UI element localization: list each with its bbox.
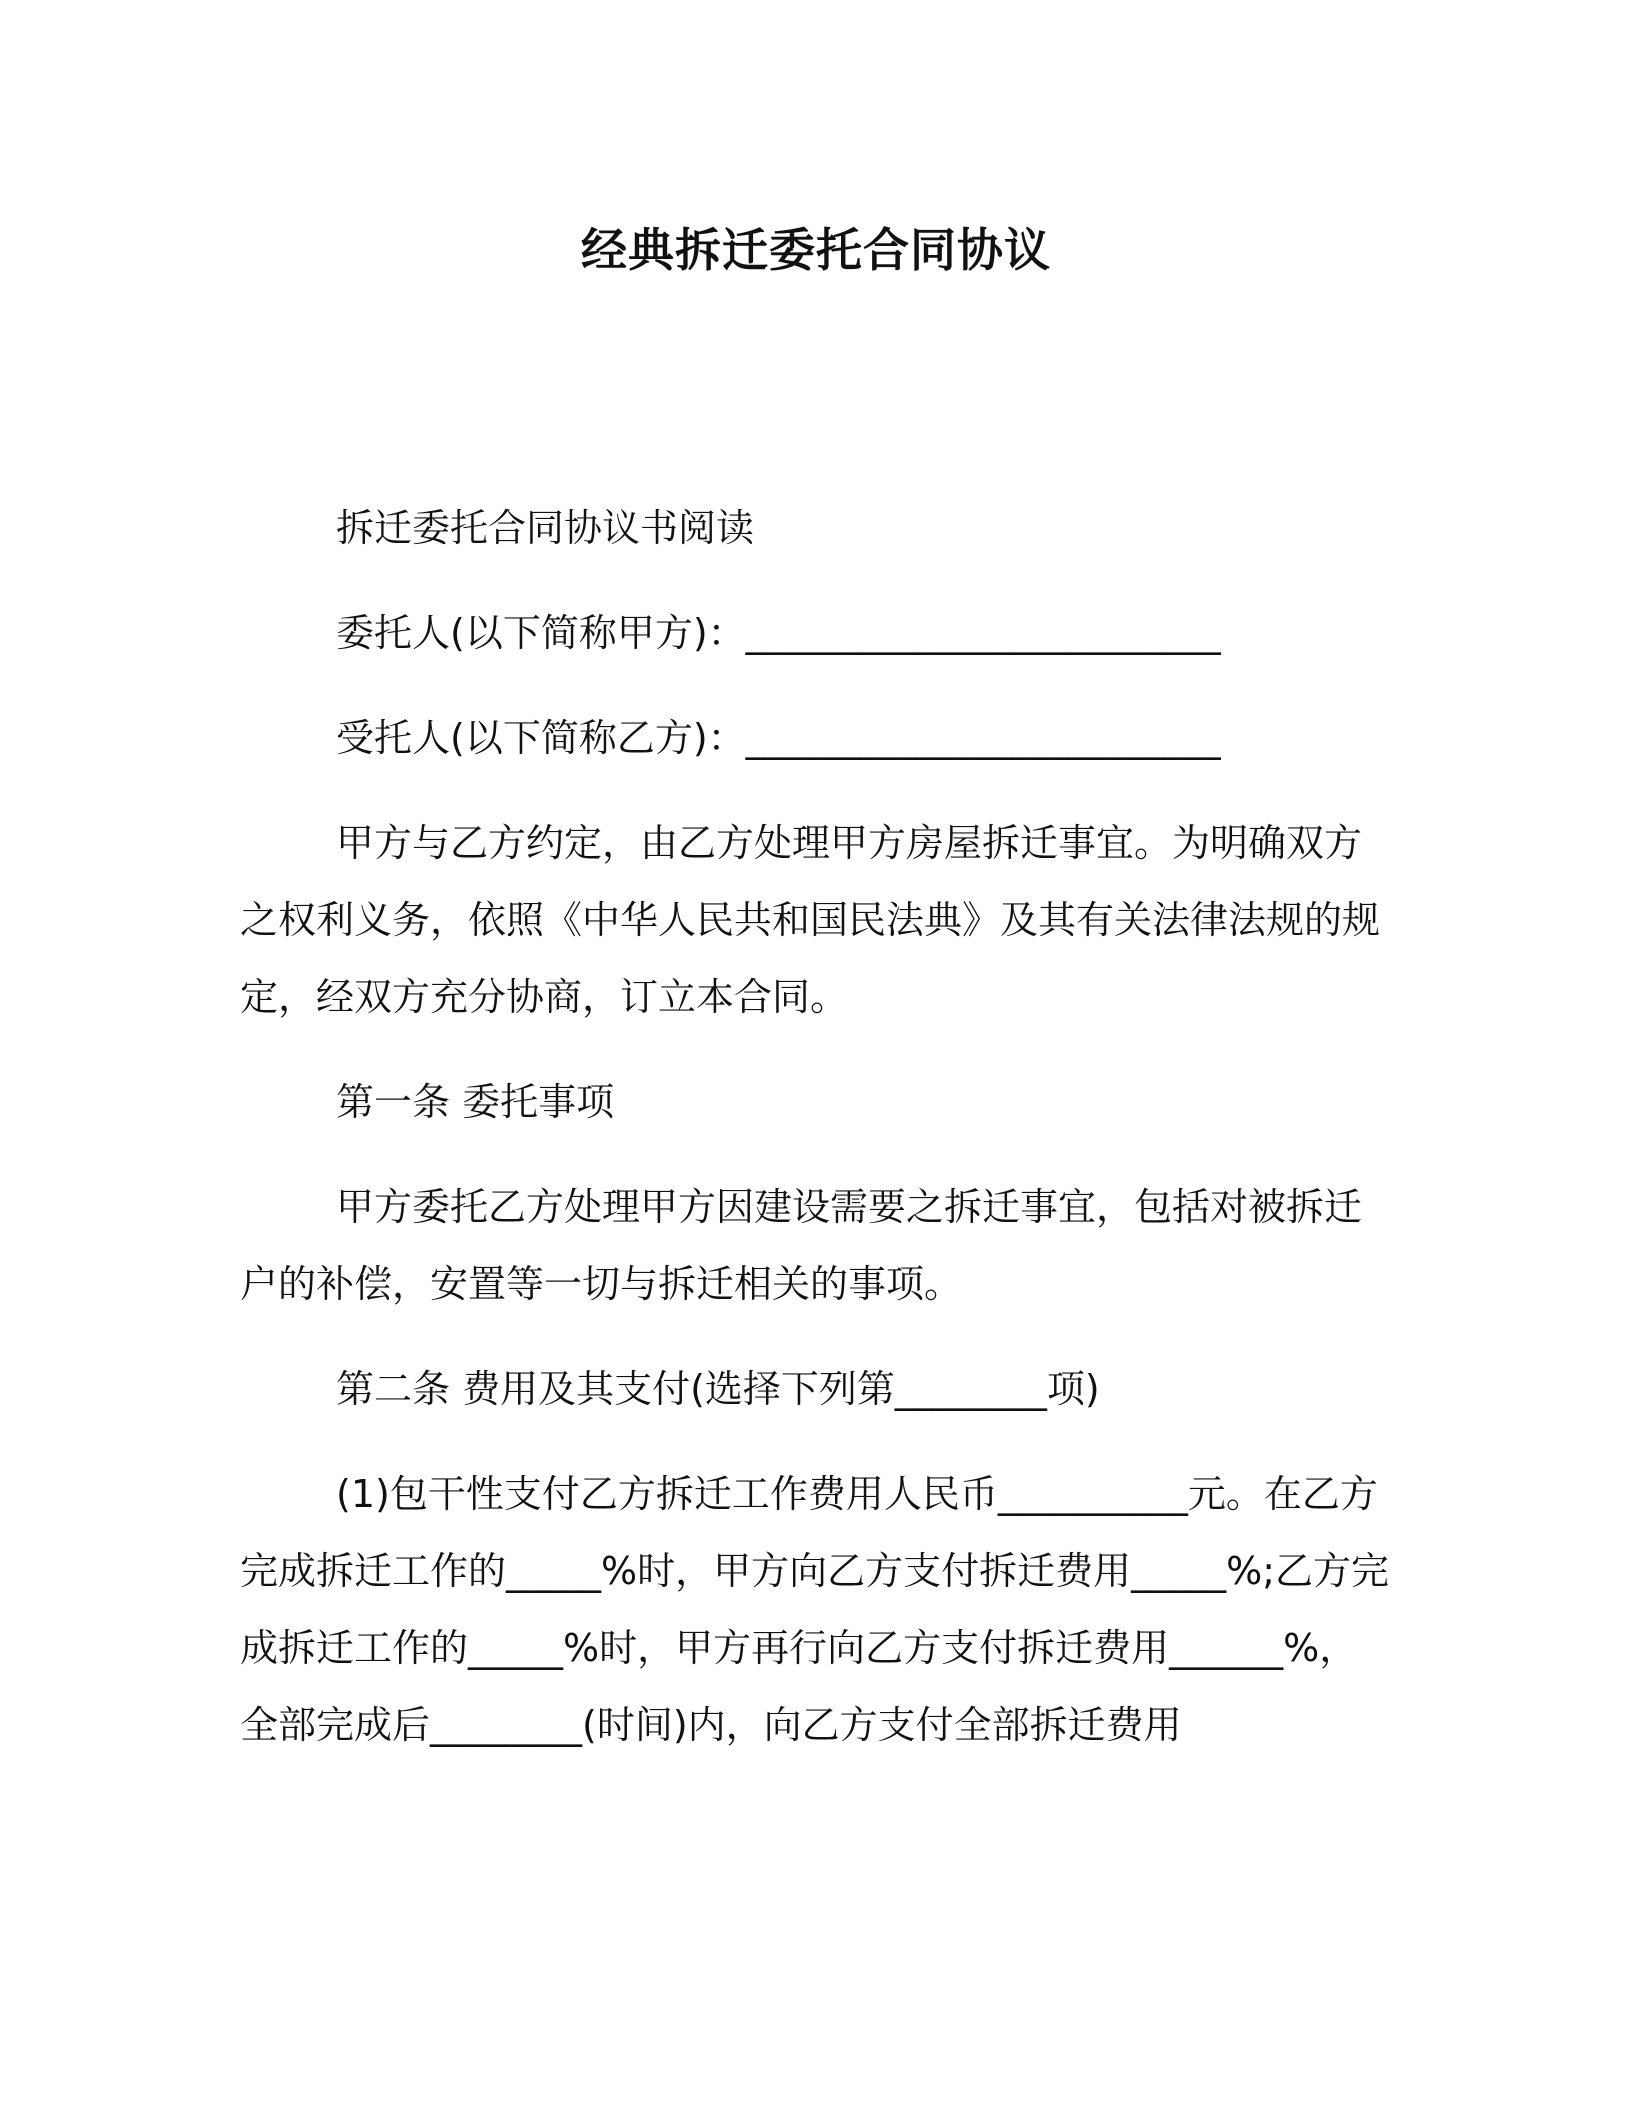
article-2-heading: 第二条 费用及其支付(选择下列第________项)	[336, 1367, 1100, 1411]
document-title: 经典拆迁委托合同协议	[581, 223, 1051, 277]
article-1-heading: 第一条 委托事项	[336, 1080, 615, 1124]
article-2-item-1: (1)包干性支付乙方拆迁工作费用人民币__________元。在乙方完成拆迁工作的_____%时，甲方向乙方支付拆迁费用_____%;乙方完成拆迁工作的_____%时，甲方再行向乙方支付拆迁费用______%，全部完成后________(时间)内，向乙方支付全部拆迁费用	[240, 1472, 1390, 1747]
paragraph-preamble: 甲方与乙方约定，由乙方处理甲方房屋拆迁事宜。为明确双方之权利义务，依照《中华人民共和国民法典》及其有关法律法规的规定，经双方充分协商，订立本合同。	[240, 821, 1381, 1019]
article-1-body: 甲方委托乙方处理甲方因建设需要之拆迁事宜，包括对被拆迁户的补偿，安置等一切与拆迁相关的事项。	[240, 1185, 1363, 1306]
paragraph-agent: 受托人(以下简称乙方)：_________________________	[336, 716, 1221, 760]
document-body	[240, 490, 1390, 1792]
paragraph-principal: 委托人(以下简称甲方)：_________________________	[336, 611, 1221, 655]
paragraph-intro-heading: 拆迁委托合同协议书阅读	[336, 506, 755, 550]
